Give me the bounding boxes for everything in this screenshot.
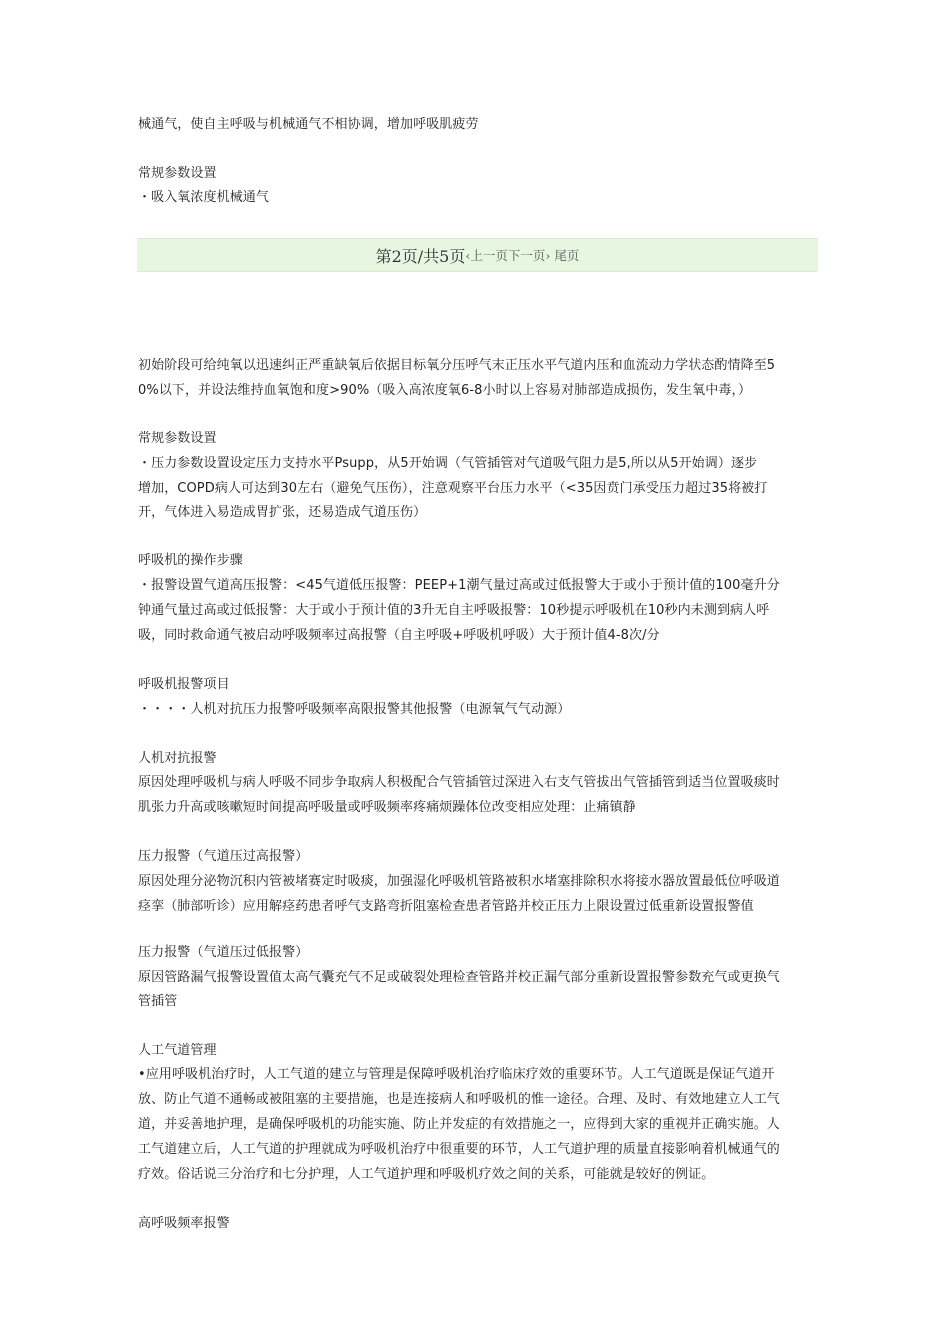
text-line: 原因处理呼吸机与病人呼吸不同步争取病人积极配合气管插管过深进入右支气管拔出气管插管到适当位置吸痰时: [138, 775, 780, 790]
next-page-link[interactable]: 下一页›: [507, 248, 551, 263]
text-line: 原因处理分泌物沉积内管被堵赛定时吸痰，加强湿化呼吸机管路被积水堵塞排除积水将接水器放置最低位呼吸道: [138, 874, 780, 889]
text-line: ・・・・人机对抗压力报警呼吸频率高限报警其他报警（电源氧气气动源）: [138, 702, 571, 717]
text-line: 吸，同时救命通气被启动呼吸频率过高报警（自主呼吸+呼吸机呼吸）大于预计值4-8次/分: [138, 628, 660, 643]
section-heading: 常规参数设置: [138, 166, 217, 181]
text-line: 放、防止气道不通畅或被阻塞的主要措施，也是连接病人和呼吸机的惟一途径。合理、及时、有效地建立人工气: [138, 1092, 780, 1107]
page-indicator: 第2页/共5页: [375, 246, 466, 266]
text-line: 肌张力升高或咳嗽短时间提高呼吸量或呼吸频率疼痛烦躁体位改变相应处理：止痛镇静: [138, 800, 636, 815]
text-line: 0%以下，并设法维持血氧饱和度>90%（吸入高浓度氧6-8小时以上容易对肺部造成损伤，发生氧中毒，）: [138, 383, 752, 398]
section-heading: 人工气道管理: [138, 1043, 217, 1058]
prev-page-link[interactable]: ‹上一页: [465, 248, 508, 263]
text-line: 管插管: [138, 994, 178, 1009]
text-line: •应用呼吸机治疗时，人工气道的建立与管理是保障呼吸机治疗临床疗效的重要环节。人工气道既是保证气道开: [138, 1067, 775, 1082]
bullet-item: ・吸入氧浓度机械通气: [138, 190, 270, 205]
text-line: 工气道建立后，人工气道的护理就成为呼吸机治疗中很重要的环节，人工气道护理的质量直接影响着机械通气的: [138, 1142, 780, 1157]
section-heading: 呼吸机的操作步骤: [138, 553, 243, 568]
text-line: 增加，COPD病人可达到30左右（避免气压伤），注意观察平台压力水平（<35因贲门承受压力超过35将被打: [138, 481, 768, 496]
text-line: ・报警设置气道高压报警：<45气道低压报警：PEEP+1潮气量过高或过低报警大于或小于预计值的100毫升分: [138, 578, 780, 593]
text-line: ・压力参数设置设定压力支持水平Psupp，从5开始调（气管插管对气道吸气阻力是5,所以从5开始调）逐步: [138, 456, 758, 471]
text-line: 疗效。俗话说三分治疗和七分护理，人工气道护理和呼吸机疗效之间的关系，可能就是较好的例证。: [138, 1167, 715, 1182]
pagination-bar: [137, 238, 818, 272]
section-heading: 人机对抗报警: [138, 751, 217, 766]
section-heading: 压力报警（气道压过高报警）: [138, 849, 309, 864]
last-page-link[interactable]: 尾页: [554, 248, 580, 263]
text-line: 痉挛（肺部听诊）应用解痉药患者呼气支路弯折阻塞检查患者管路并校正压力上限设置过低重新设置报警值: [138, 899, 754, 914]
text-line: 初始阶段可给纯氧以迅速纠正严重缺氧后依据目标氧分压呼气末正压水平气道内压和血流动力学状态酌情降至5: [138, 358, 776, 373]
text-line: 道，并妥善地护理，是确保呼吸机的功能实施、防止并发症的有效措施之一，应得到大家的重视并正确实施。人: [138, 1117, 780, 1132]
section-heading: 常规参数设置: [138, 431, 217, 446]
text-line: 开，气体进入易造成胃扩张，还易造成气道压伤）: [138, 505, 427, 520]
section-heading: 高呼吸频率报警: [138, 1216, 230, 1231]
text-line: 钟通气量过高或过低报警：大于或小于预计值的3升无自主呼吸报警：10秒提示呼吸机在10秒内未测到病人呼: [138, 603, 770, 618]
section-heading: 压力报警（气道压过低报警）: [138, 945, 309, 960]
paragraph-continuation: 械通气，使自主呼吸与机械通气不相协调，增加呼吸肌疲劳: [138, 117, 479, 132]
text-line: 原因管路漏气报警设置值太高气囊充气不足或破裂处理检查管路并校正漏气部分重新设置报警参数充气或更换气: [138, 970, 780, 985]
section-heading: 呼吸机报警项目: [138, 677, 230, 692]
